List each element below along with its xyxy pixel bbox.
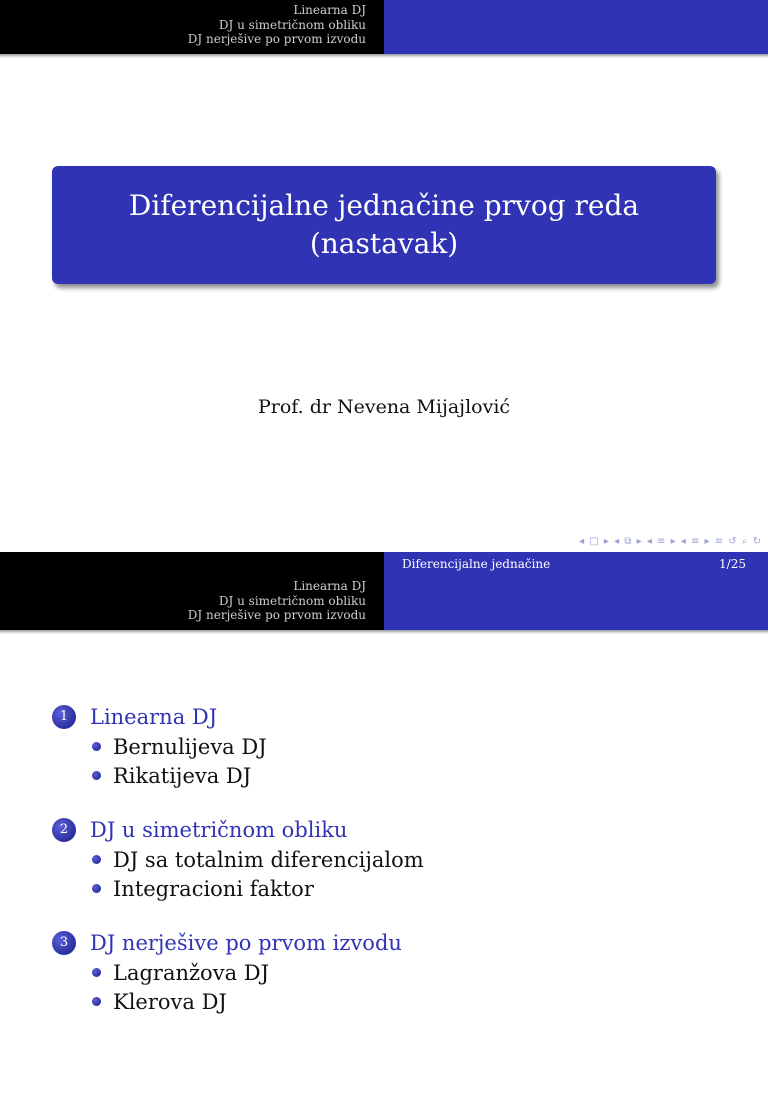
header-shadow (0, 630, 768, 634)
toc-subsection[interactable] (92, 874, 752, 903)
nav-link-simetricni[interactable]: DJ u simetričnom obliku (218, 17, 366, 32)
nav-link-linearna[interactable]: Linearna DJ (293, 3, 366, 17)
toc-subsection[interactable] (92, 958, 752, 987)
bullet-icon (92, 855, 101, 864)
section-number-badge: 3 (52, 931, 76, 955)
section-nav (188, 3, 366, 47)
subsection-title: Bernulijeva DJ (113, 734, 267, 759)
subsection-list (52, 845, 752, 903)
bullet-icon (92, 742, 101, 751)
bullet-icon (92, 771, 101, 780)
bullet-icon (92, 968, 101, 977)
page-number: 1/25 (719, 557, 746, 571)
nav-link-simetricni[interactable]: DJ u simetričnom obliku (218, 593, 366, 608)
toc-subsection[interactable] (92, 987, 752, 1016)
header-nav-panel (0, 576, 384, 630)
header-accent-panel (384, 576, 768, 630)
nav-link-nerjesive[interactable]: DJ nerješive po prvom izvodu (187, 32, 366, 46)
header-nav-panel (0, 0, 384, 54)
toc-section-link[interactable] (52, 928, 752, 958)
footer-dark-panel (0, 552, 384, 576)
toc-section-link[interactable] (52, 702, 752, 732)
subsection-title: DJ sa totalnim diferencijalom (113, 847, 424, 872)
subsection-title: Rikatijeva DJ (113, 763, 252, 788)
section-nav (188, 579, 366, 623)
bullet-icon (92, 997, 101, 1006)
nav-link-linearna[interactable]: Linearna DJ (293, 579, 366, 593)
table-of-contents (52, 702, 752, 1041)
toc-section (52, 702, 752, 790)
toc-subsection[interactable] (92, 732, 752, 761)
subsection-list (52, 958, 752, 1016)
toc-section-link[interactable] (52, 815, 752, 845)
nav-link-nerjesive[interactable]: DJ nerješive po prvom izvodu (187, 608, 366, 622)
header-shadow (0, 54, 768, 58)
title-box (52, 166, 716, 284)
subsection-list (52, 732, 752, 790)
section-title: DJ nerješive po prvom izvodu (90, 931, 402, 955)
subsection-title: Integracioni faktor (113, 876, 314, 901)
presentation-title: Diferencijalne jednačine prvog reda (nastavak) (128, 189, 640, 260)
section-number-badge: 1 (52, 705, 76, 729)
subsection-title: Klerova DJ (113, 989, 227, 1014)
footer-accent-panel (384, 552, 768, 576)
toc-subsection[interactable] (92, 845, 752, 874)
bullet-icon (92, 884, 101, 893)
toc-section (52, 815, 752, 903)
header-accent-panel (384, 0, 768, 54)
section-title: DJ u simetričnom obliku (90, 818, 348, 842)
subsection-title: Lagranžova DJ (113, 960, 270, 985)
slide-footer (0, 552, 768, 576)
slide-header (0, 0, 768, 54)
toc-section (52, 928, 752, 1016)
author-name: Prof. dr Nevena Mijajlović (257, 396, 511, 418)
toc-subsection[interactable] (92, 761, 752, 790)
section-number-badge: 2 (52, 818, 76, 842)
footer-short-title: Diferencijalne jednačine (402, 557, 551, 571)
beamer-navigation-icons[interactable]: ◂ □ ▸ ◂ ⧉ ▸ ◂ ≡ ▸ ◂ ≡ ▸ ≡ ↺ ⌕ ↻ (579, 536, 762, 547)
outline-slide (0, 552, 768, 1104)
section-title: Linearna DJ (90, 705, 218, 729)
slide-header (0, 576, 768, 630)
